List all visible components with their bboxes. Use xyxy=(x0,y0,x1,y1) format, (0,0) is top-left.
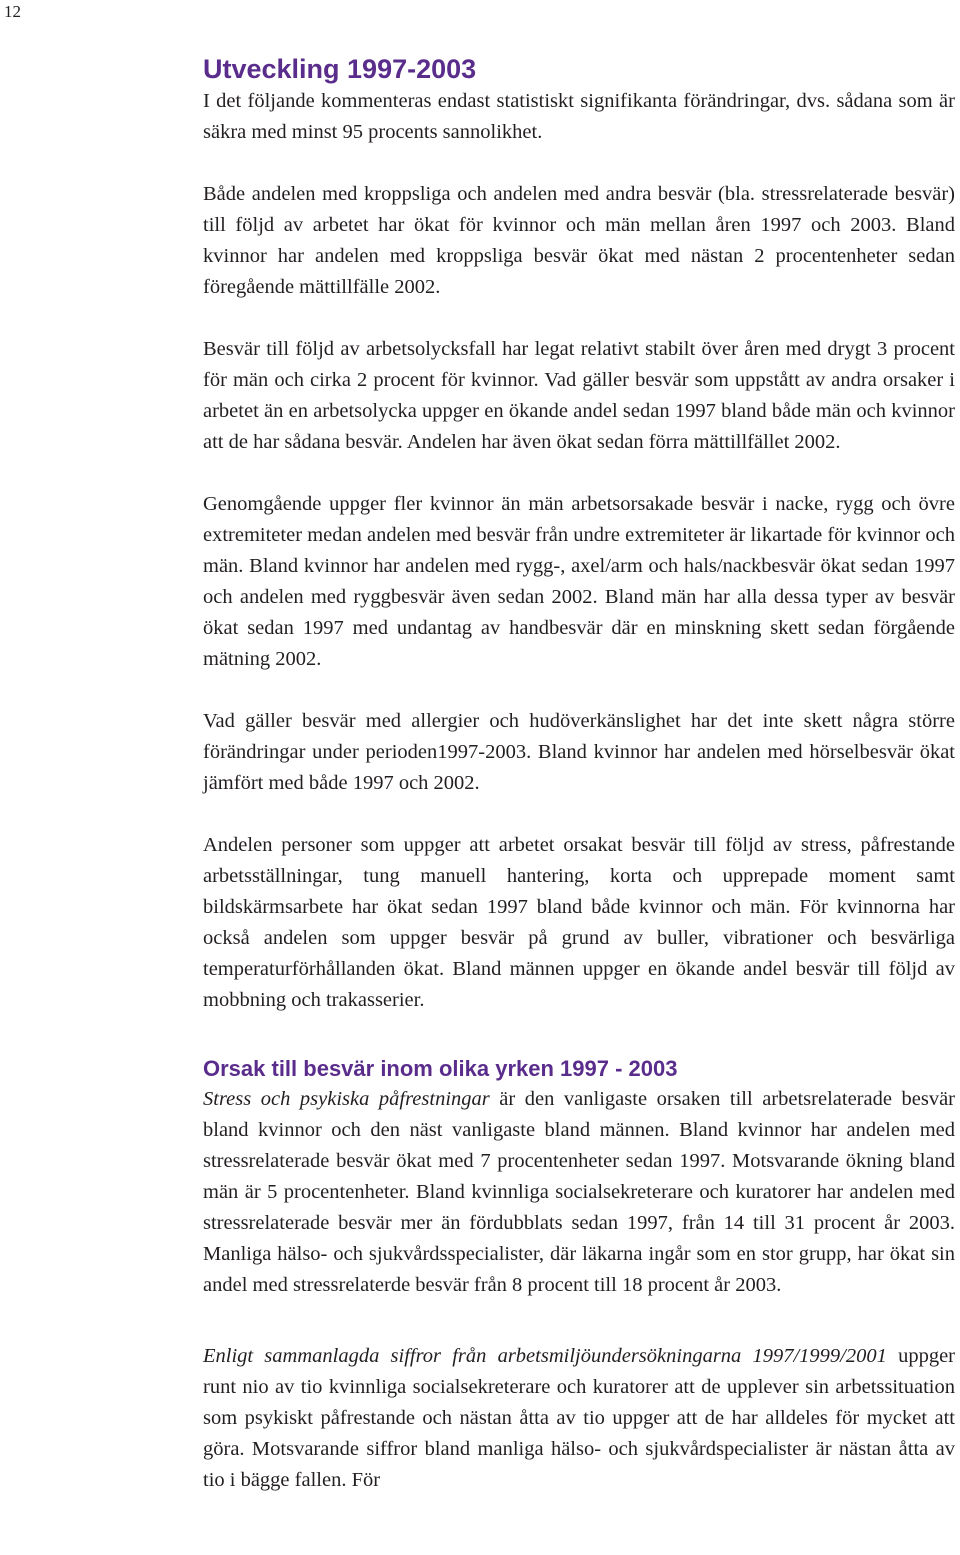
paragraph-nacke-rygg: Genomgående uppger fler kvinnor än män arbetsorsakade besvär i nacke, rygg och övre extremiteter medan andelen med besvär från undre extremiteter är likartade för kvinnor och män. Bland kvinnor har andelen med rygg-, axel/arm och hals/nackbesvär ökat sedan 1997 och andelen med ryggbesvär även sedan 2002. Bland män har alla dessa typer av besvär ökat sedan 1997 med undantag av handbesvär där en minskning skett sedan förgående mätning 2002. xyxy=(203,493,955,670)
paragraph-sammanlagda-siffror xyxy=(203,1341,955,1496)
paragraph-stress-psykiska xyxy=(203,1084,955,1301)
page-content xyxy=(203,52,955,1496)
paragraph-stress-orsaker: Andelen personer som uppger att arbetet orsakat besvär till följd av stress, påfrestande arbetsställningar, tung manuell hantering, korta och upprepade moment samt bildskärmsarbete har ökat sedan 1997 bland både kvinnor och män. För kvinnorna har också andelen som uppger besvär på grund av buller, vibrationer och besvärliga temperaturförhållanden ökat. Bland männen uppger en ökande andel besvär till följd av mobbning och trakasserier. xyxy=(203,834,955,1011)
paragraph-allergier: Vad gäller besvär med allergier och hudöverkänslighet har det inte skett några större förändringar under perioden1997-2003. Bland kvinnor har andelen med hörselbesvär ökat jämfört med både 1997 och 2002. xyxy=(203,710,955,794)
paragraph-siffror-body: uppger runt nio av tio kvinnliga socialsekreterare och kuratorer att de upplever sin arbetssituation som psykiskt påfrestande och nästan åtta av tio uppger att de har alldeles för mycket att göra. Motsvarande siffror bland manliga hälso- och sjukvårdspecialister är nästan åtta av tio i bägge fallen. För xyxy=(203,1345,955,1491)
paragraph-stress-body: är den vanligaste orsaken till arbetsrelaterade besvär bland kvinnor och den näst vanligaste bland männen. Bland kvinnor har andelen med stressrelaterade besvär ökat med 7 procentenheter sedan 1997. Motsvarande ökning bland män är 5 procentenheter. Bland kvinnliga socialsekreterare och kuratorer har andelen med stressrelaterade besvär mer än fördubblats sedan 1997, från 14 till 31 procent år 2003. Manliga hälso- och sjukvårdsspecialister, där läkarna ingår som en stor grupp, har ökat sin andel med stressrelaterde besvär från 8 procent till 18 procent år 2003. xyxy=(203,1088,955,1296)
section-heading-utveckling: Utveckling 1997-2003 xyxy=(203,54,477,84)
italic-lead-siffror: Enligt sammanlagda siffror från arbetsmiljöundersökningarna 1997/1999/2001 xyxy=(203,1345,887,1367)
page-number: 12 xyxy=(4,2,21,21)
italic-lead-stress: Stress och psykiska påfrestningar xyxy=(203,1088,490,1110)
paragraph-kroppsliga-besvar: Både andelen med kroppsliga och andelen med andra besvär (bla. stressrelaterade besvär) till följd av arbetet har ökat för kvinnor och män mellan åren 1997 och 2003. Bland kvinnor har andelen med kroppsliga besvär ökat med nästan 2 procentenheter sedan föregående mättillfälle 2002. xyxy=(203,183,955,298)
section-heading-orsak-yrken: Orsak till besvär inom olika yrken 1997 - 2003 xyxy=(203,1056,678,1081)
paragraph-arbetsolycksfall: Besvär till följd av arbetsolycksfall har legat relativt stabilt över åren med drygt 3 procent för män och cirka 2 procent för kvinnor. Vad gäller besvär som uppstått av andra orsaker i arbetet än en arbetsolycka uppger en ökande andel sedan 1997 bland både män och kvinnor att de har sådana besvär. Andelen har även ökat sedan förra mättillfället 2002. xyxy=(203,338,955,453)
paragraph-intro: I det följande kommenteras endast statistiskt signifikanta förändringar, dvs. sådana som är säkra med minst 95 procents sannolikhet. xyxy=(203,90,955,143)
